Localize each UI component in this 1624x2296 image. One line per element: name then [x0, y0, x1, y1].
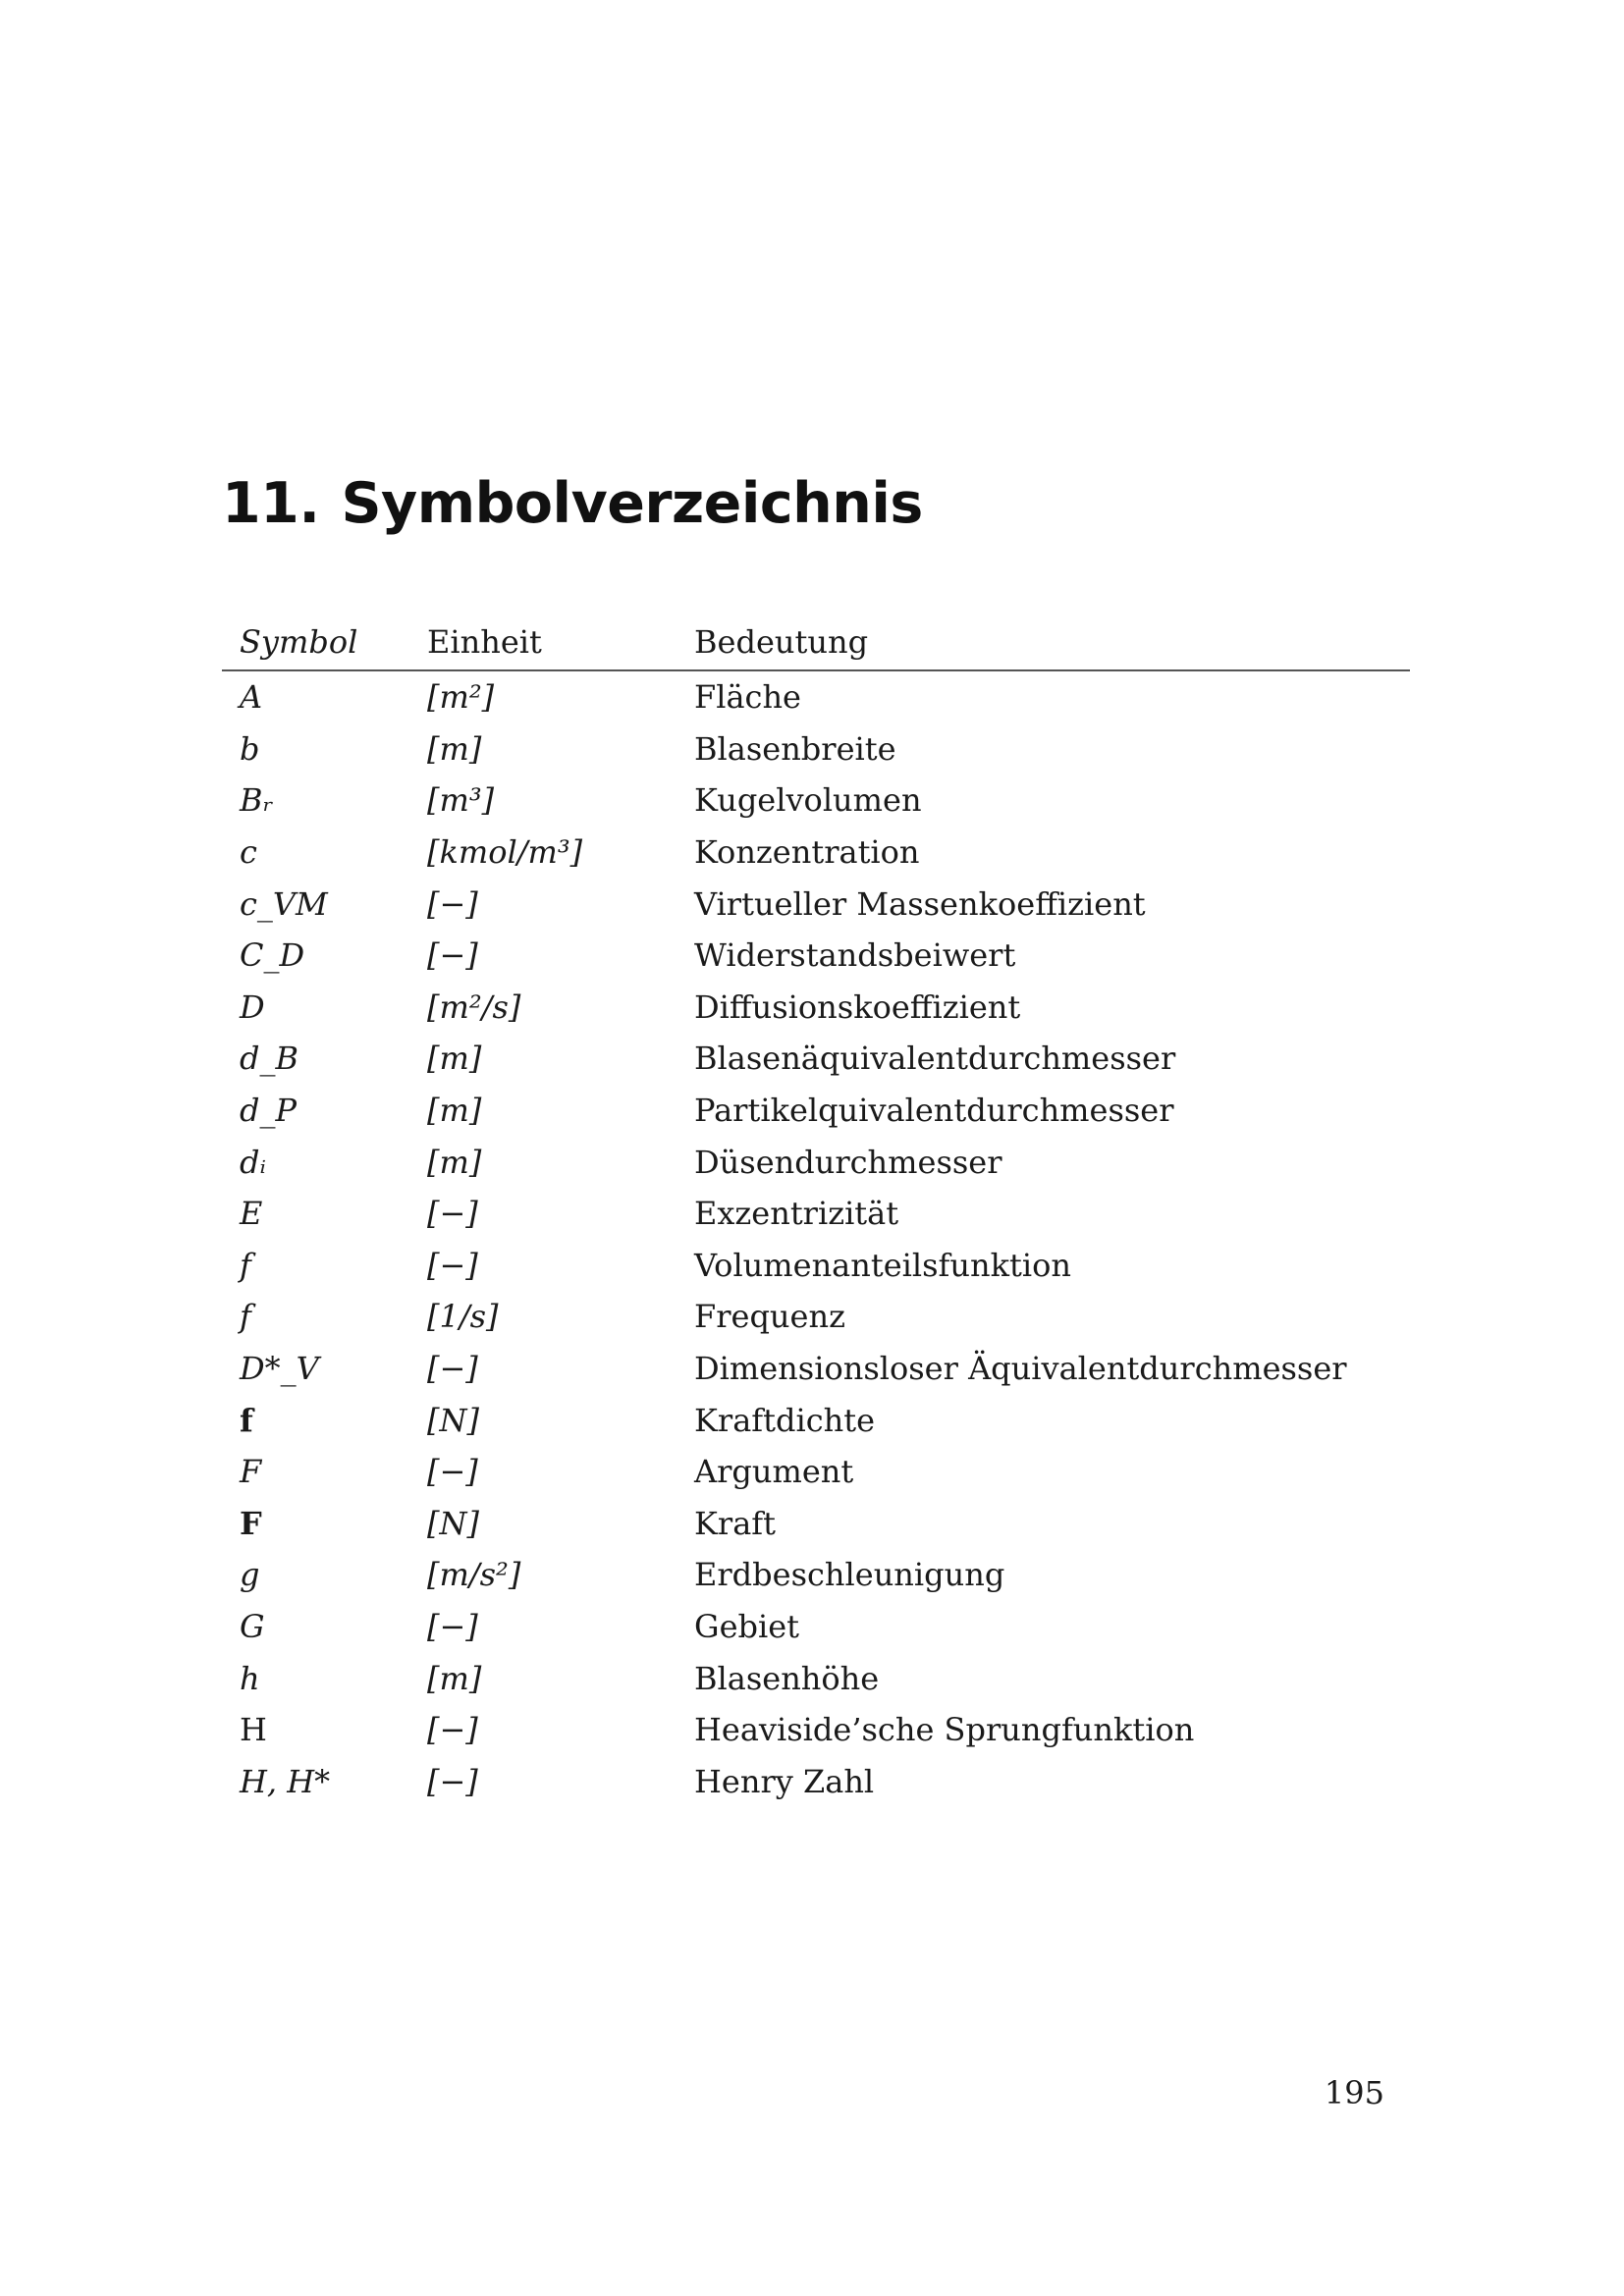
unit-cell: [−]: [427, 936, 478, 975]
unit-cell: [−]: [427, 1607, 478, 1645]
unit-cell: [−]: [427, 1453, 478, 1491]
symbol-cell: f: [240, 1246, 251, 1284]
unit-cell: [m]: [427, 1659, 482, 1697]
table-row: [222, 1394, 1410, 1446]
table-row: [222, 982, 1410, 1034]
meaning-cell: Kraftdichte: [694, 1401, 876, 1439]
symbol-cell: h: [240, 1659, 260, 1697]
meaning-cell: Volumenanteilsfunktion: [694, 1246, 1071, 1284]
symbol-cell: Bᵣ: [240, 781, 274, 820]
unit-cell: [N]: [427, 1401, 479, 1439]
unit-cell: [m]: [427, 729, 482, 768]
symbol-cell: C_D: [240, 936, 305, 975]
meaning-cell: Partikelquivalentdurchmesser: [694, 1092, 1174, 1130]
meaning-cell: Fläche: [694, 678, 801, 717]
meaning-cell: Gebiet: [694, 1607, 800, 1645]
symbol-cell: g: [240, 1556, 260, 1594]
meaning-cell: Düsendurchmesser: [694, 1143, 1002, 1181]
chapter-title: [222, 469, 923, 538]
meaning-cell: Virtueller Massenkoeffizient: [694, 884, 1146, 923]
table-row: [222, 723, 1410, 775]
symbol-cell: F: [240, 1504, 262, 1542]
table-row: [222, 1446, 1410, 1498]
table-row: [222, 1549, 1410, 1601]
unit-cell: [N]: [427, 1504, 479, 1542]
table-row: [222, 878, 1410, 930]
table-row: [222, 1601, 1410, 1653]
table-row: [222, 930, 1410, 982]
table-body: [222, 670, 1410, 1807]
unit-cell: [m²]: [427, 678, 495, 717]
meaning-cell: Henry Zahl: [694, 1762, 875, 1800]
table-row: [222, 1498, 1410, 1550]
symbol-cell: f: [240, 1298, 251, 1336]
table-header-row: [222, 614, 1410, 670]
page-number: 195: [1324, 2074, 1384, 2111]
meaning-cell: Frequenz: [694, 1298, 845, 1336]
unit-cell: [−]: [427, 1711, 478, 1749]
table-row: [222, 1188, 1410, 1240]
meaning-cell: Blasenäquivalentdurchmesser: [694, 1040, 1176, 1078]
unit-cell: [m³]: [427, 781, 495, 820]
table-row: [222, 1136, 1410, 1188]
symbol-cell: c_VM: [240, 884, 328, 923]
table-row: [222, 1291, 1410, 1343]
meaning-cell: Exzentrizität: [694, 1195, 899, 1233]
meaning-cell: Blasenhöhe: [694, 1659, 880, 1697]
unit-cell: [m]: [427, 1143, 482, 1181]
symbol-table: [222, 614, 1410, 1807]
symbol-cell: b: [240, 729, 260, 768]
symbol-cell: E: [240, 1195, 263, 1233]
meaning-cell: Kraft: [694, 1504, 776, 1542]
unit-cell: [−]: [427, 884, 478, 923]
unit-cell: [m²/s]: [427, 988, 521, 1026]
table-row: [222, 1755, 1410, 1807]
chapter-title-text: Symbolverzeichnis: [341, 471, 923, 536]
table-row: [222, 1085, 1410, 1137]
unit-cell: [kmol/m³]: [427, 833, 583, 872]
table-row: [222, 827, 1410, 879]
meaning-cell: Diffusionskoeffizient: [694, 988, 1021, 1026]
meaning-cell: Dimensionsloser Äquivalentdurchmesser: [694, 1350, 1347, 1388]
unit-cell: [−]: [427, 1195, 478, 1233]
meaning-cell: Widerstandsbeiwert: [694, 936, 1016, 975]
symbol-cell: A: [240, 678, 263, 717]
header-symbol: Symbol: [222, 614, 409, 670]
symbol-cell: H: [240, 1711, 267, 1749]
table-row: [222, 1033, 1410, 1085]
symbol-cell: f: [240, 1401, 253, 1439]
unit-cell: [1/s]: [427, 1298, 499, 1336]
meaning-cell: Argument: [694, 1453, 854, 1491]
unit-cell: [−]: [427, 1762, 478, 1800]
meaning-cell: Blasenbreite: [694, 729, 896, 768]
table-row: [222, 774, 1410, 827]
table-row: [222, 1240, 1410, 1292]
meaning-cell: Konzentration: [694, 833, 920, 872]
symbol-cell: d_P: [240, 1092, 298, 1130]
table-row: [222, 1652, 1410, 1704]
header-meaning: Bedeutung: [677, 614, 1410, 670]
table-row: [222, 1704, 1410, 1756]
meaning-cell: Kugelvolumen: [694, 781, 922, 820]
symbol-cell: F: [240, 1453, 262, 1491]
symbol-cell: D: [240, 988, 265, 1026]
unit-cell: [m/s²]: [427, 1556, 521, 1594]
unit-cell: [−]: [427, 1350, 478, 1388]
symbol-cell: G: [240, 1607, 265, 1645]
symbol-cell: d_B: [240, 1040, 298, 1078]
symbol-cell: c: [240, 833, 257, 872]
table-row: [222, 670, 1410, 723]
meaning-cell: Heaviside’sche Sprungfunktion: [694, 1711, 1195, 1749]
symbol-cell: D*_V: [240, 1350, 319, 1388]
chapter-number: 11.: [222, 471, 320, 536]
symbol-cell: H, H*: [240, 1762, 331, 1800]
meaning-cell: Erdbeschleunigung: [694, 1556, 1005, 1594]
unit-cell: [m]: [427, 1040, 482, 1078]
unit-cell: [m]: [427, 1092, 482, 1130]
unit-cell: [−]: [427, 1246, 478, 1284]
table-row: [222, 1343, 1410, 1395]
symbol-cell: dᵢ: [240, 1143, 266, 1181]
header-unit: Einheit: [409, 614, 677, 670]
